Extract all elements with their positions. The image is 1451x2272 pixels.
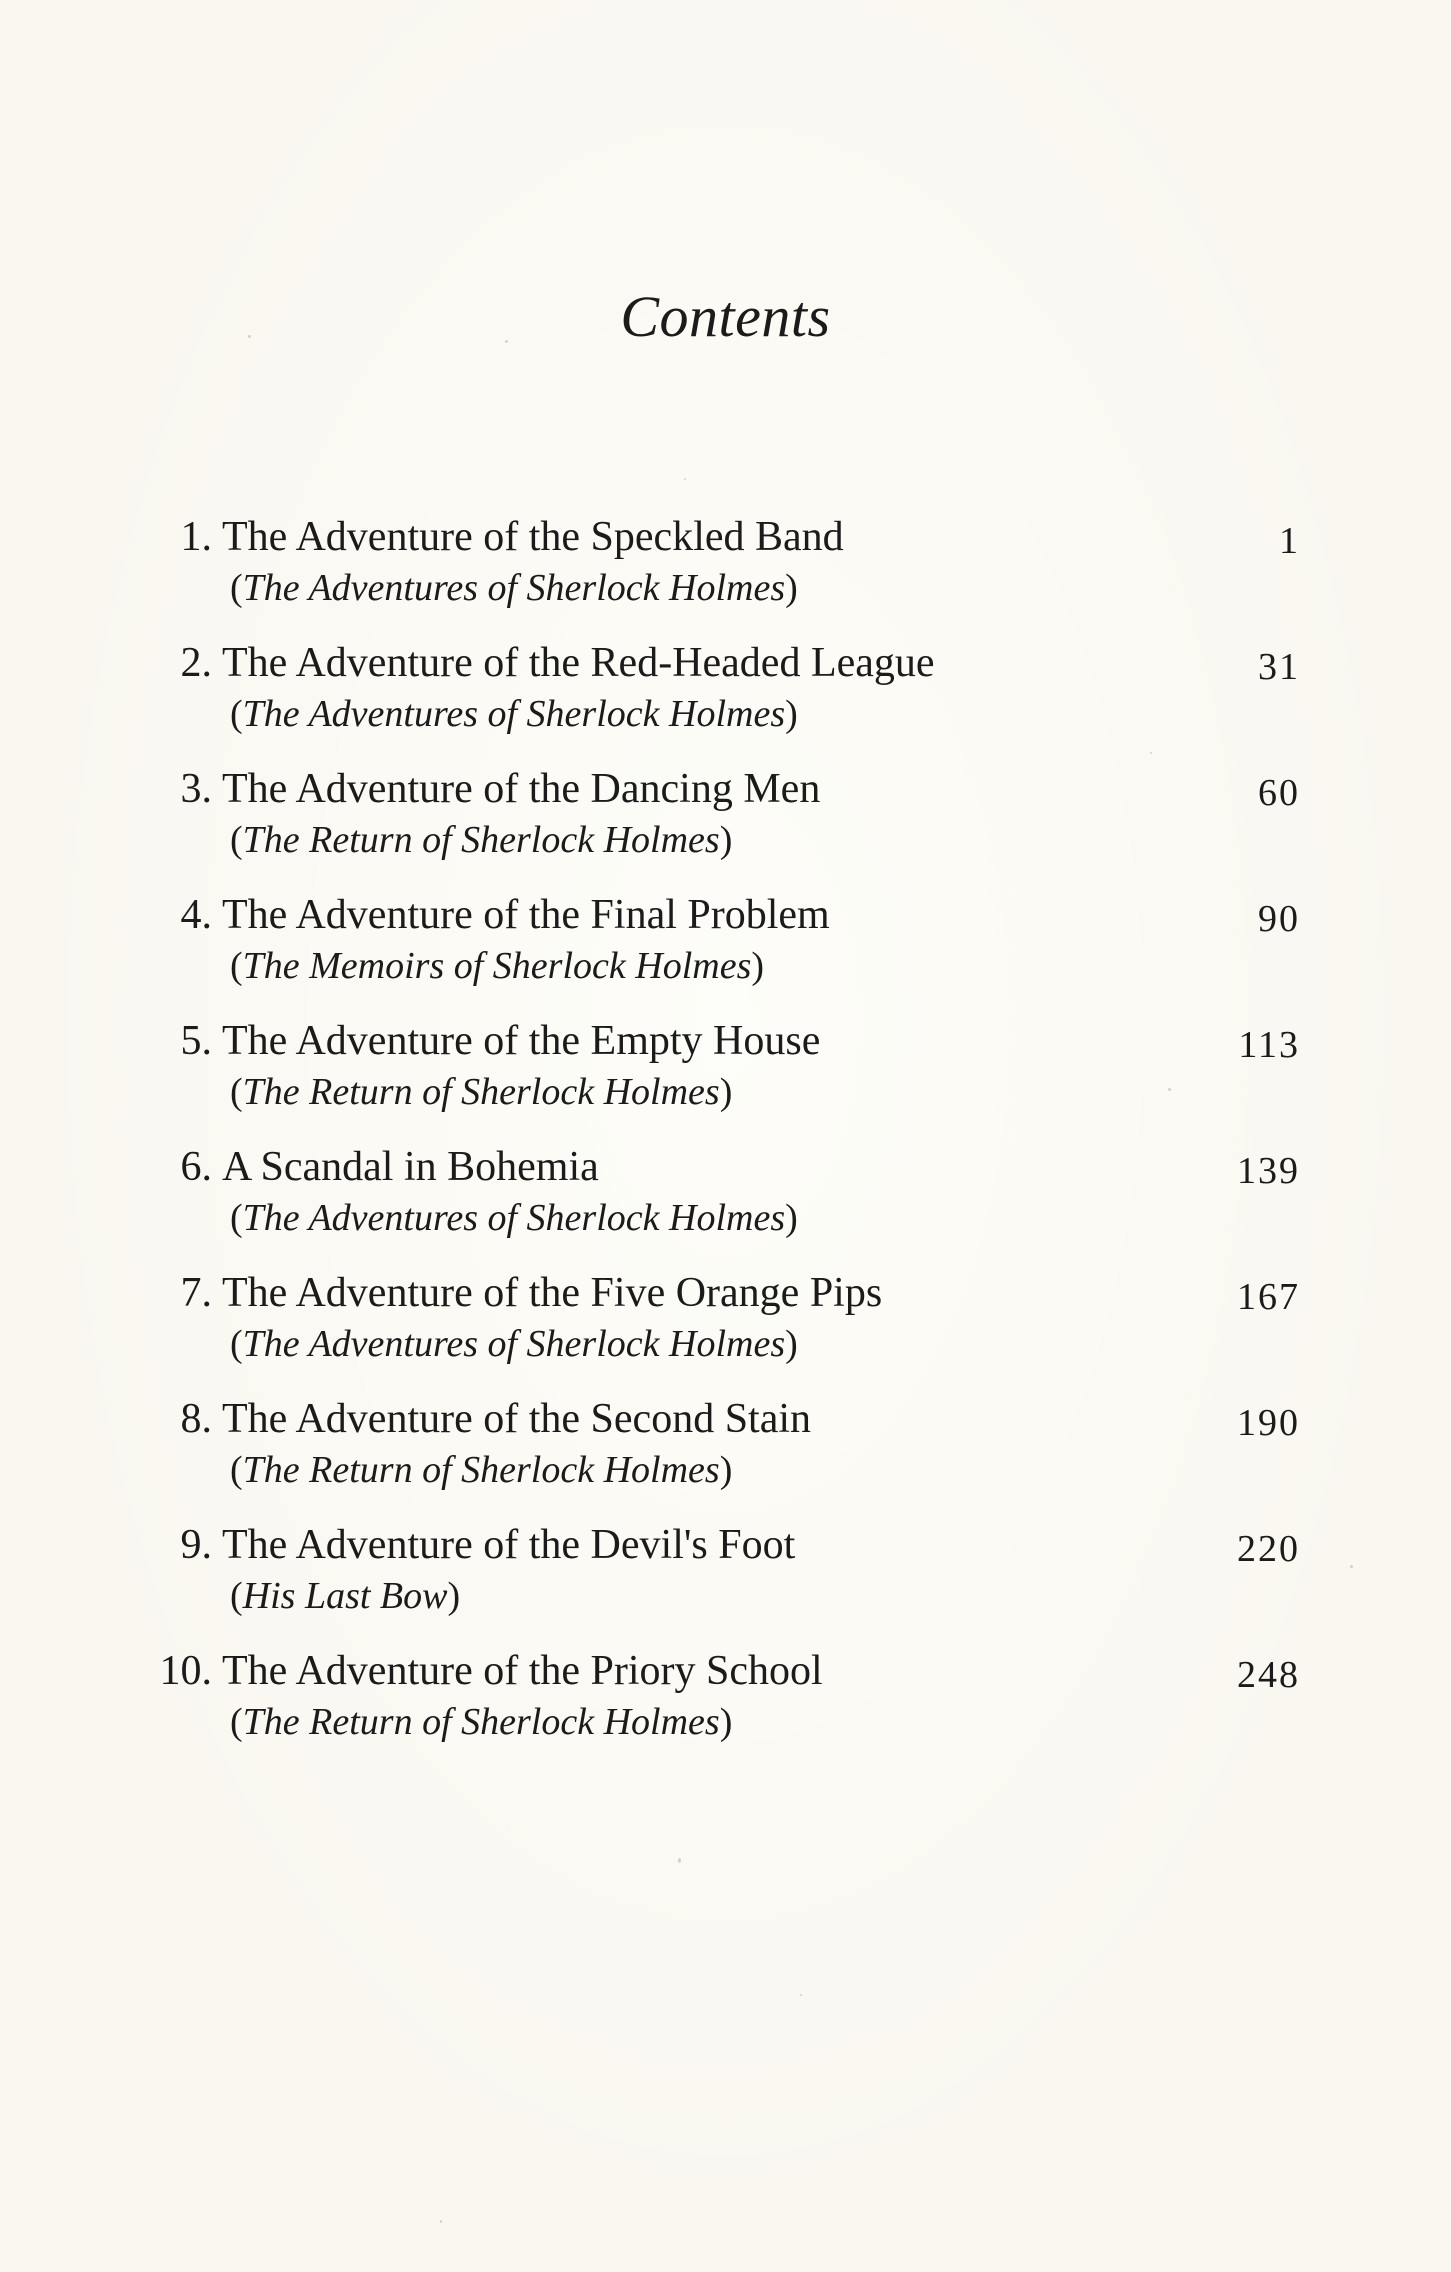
story-title: The Adventure of the Devil's Foot (222, 1522, 796, 1568)
story-title: The Adventure of the Final Problem (222, 892, 830, 938)
collection-title: The Adventures of Sherlock Holmes (242, 567, 786, 609)
page-number: 248 (1237, 1654, 1300, 1696)
collection-name: (The Memoirs of Sherlock Holmes) (230, 945, 765, 987)
collection-name: (His Last Bow) (230, 1575, 461, 1617)
collection-title: The Adventures of Sherlock Holmes (242, 1197, 786, 1239)
page-number: 139 (1237, 1150, 1300, 1192)
collection-name: (The Return of Sherlock Holmes) (230, 1701, 733, 1743)
entry-number: 8. (180, 1396, 212, 1442)
page-number: 1 (1279, 520, 1300, 562)
collection-title: The Memoirs of Sherlock Holmes (242, 945, 752, 987)
toc-entry[interactable] (0, 632, 1451, 758)
collection-name: (The Return of Sherlock Holmes) (230, 1449, 733, 1491)
entry-number: 7. (180, 1270, 212, 1316)
collection-name: (The Return of Sherlock Holmes) (230, 1071, 733, 1113)
page-number: 90 (1258, 898, 1300, 940)
page-number: 31 (1258, 646, 1300, 688)
table-of-contents (0, 506, 1451, 1766)
toc-entry[interactable] (0, 884, 1451, 1010)
page-title: Contents (620, 284, 831, 349)
collection-title: The Adventures of Sherlock Holmes (242, 693, 786, 735)
paper-speck (684, 478, 686, 480)
collection-title: The Return of Sherlock Holmes (242, 819, 720, 861)
page-number: 220 (1237, 1528, 1300, 1570)
toc-entry[interactable] (0, 1010, 1451, 1136)
entry-number: 9. (180, 1522, 212, 1568)
toc-entry[interactable] (0, 1514, 1451, 1640)
collection-name: (The Adventures of Sherlock Holmes) (230, 567, 798, 609)
page-number: 167 (1237, 1276, 1300, 1318)
collection-name: (The Adventures of Sherlock Holmes) (230, 693, 798, 735)
toc-entry[interactable] (0, 758, 1451, 884)
entry-number: 6. (180, 1144, 212, 1190)
collection-name: (The Adventures of Sherlock Holmes) (230, 1323, 798, 1365)
collection-title: The Return of Sherlock Holmes (242, 1449, 720, 1491)
collection-title: The Adventures of Sherlock Holmes (242, 1323, 786, 1365)
story-title: The Adventure of the Priory School (222, 1648, 823, 1694)
paper-speck (440, 2220, 442, 2223)
collection-name: (The Adventures of Sherlock Holmes) (230, 1197, 798, 1239)
story-title: A Scandal in Bohemia (222, 1144, 599, 1190)
entry-number: 10. (159, 1648, 212, 1694)
toc-entry[interactable] (0, 1136, 1451, 1262)
toc-entry[interactable] (0, 506, 1451, 632)
page-number: 113 (1238, 1024, 1300, 1066)
collection-title: The Return of Sherlock Holmes (242, 1701, 720, 1743)
story-title: The Adventure of the Empty House (222, 1018, 821, 1064)
page-number: 60 (1258, 772, 1300, 814)
collection-title: The Return of Sherlock Holmes (242, 1071, 720, 1113)
entry-number: 1. (180, 514, 212, 560)
collection-name: (The Return of Sherlock Holmes) (230, 819, 733, 861)
page-number: 190 (1237, 1402, 1300, 1444)
paper-speck (800, 1994, 802, 1996)
collection-title: His Last Bow (242, 1575, 448, 1617)
story-title: The Adventure of the Red-Headed League (222, 640, 935, 686)
paper-speck (678, 1858, 681, 1863)
story-title: The Adventure of the Second Stain (222, 1396, 812, 1442)
entry-number: 3. (180, 766, 212, 812)
toc-entry[interactable] (0, 1388, 1451, 1514)
entry-number: 2. (180, 640, 212, 686)
story-title: The Adventure of the Speckled Band (222, 514, 844, 560)
toc-entry[interactable] (0, 1262, 1451, 1388)
entry-number: 5. (180, 1018, 212, 1064)
toc-entry[interactable] (0, 1640, 1451, 1766)
entry-number: 4. (180, 892, 212, 938)
story-title: The Adventure of the Five Orange Pips (222, 1270, 883, 1316)
story-title: The Adventure of the Dancing Men (222, 766, 821, 812)
